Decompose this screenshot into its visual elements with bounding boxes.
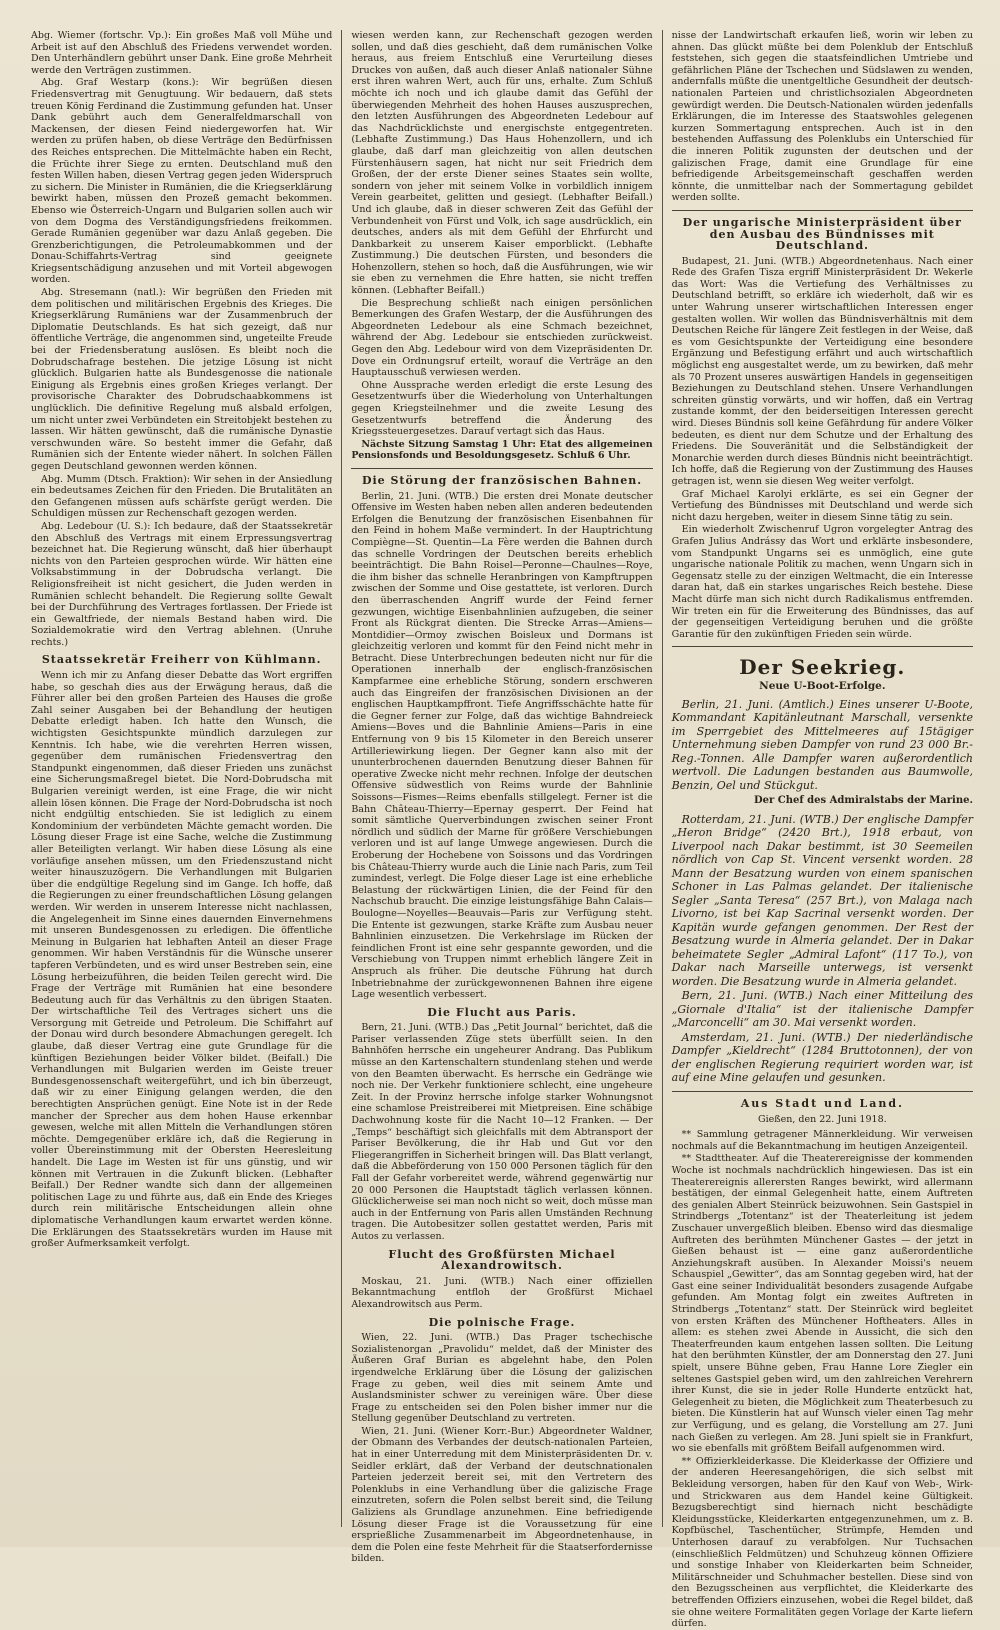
paragraph: wiesen werden kann, zur Rechenschaft gezogen werden sollen, und daß dies geschieht, daß dem rumänischen Volke heraus, aus freiem Entschluß eine Verurteilung dieses Druckes von außen, daß auch dieser Anlaß nationaler Sühne erst ihren wahren Wert, auch für uns, erhalte. Zum Schluß möchte ich noch und ich glaube damit das Gefühl der überwiegenden Mehrheit des hohen Hauses auszusprechen, den letzten Ausführungen des Abgeordneten Ledebour auf das Nachdrücklichste und energischste entgegentreten. (Lebhafte Zustimmung.) Das Haus Hohenzollern, und ich glaube, daß darf man gleichzeitig von allen deutschen Fürstenhäusern sagen, hat nicht nur seit Friedrich dem Großen, der der erste Diener seines Staates sein wollte, sondern von jeher mit seinem Volke in vorbildlich innigem Verein gearbeitet, gelitten und gesiegt. (Lebhafter Beifall.) Und ich glaube, daß in dieser schweren Zeit das Gefühl der Verbundenheit von Fürst und Volk, ich sage ausdrücklich, ein deutsches, anders als mit dem Gefühl der Ehrfurcht und Dankbarkeit zu unserem Kaiser emporblickt. (Lebhafte Zustimmung.) Die deutschen Fürsten, und besonders die Hohenzollern, stehen so hoch, daß die Ausführungen, wie wir sie eben zu vernehmen die Ehre hatten, sie nicht treffen können. (Lebhafter Beifall.) [351, 30, 653, 297]
paragraph: Abg. Mumm (Dtsch. Fraktion): Wir sehen in der Ansiedlung ein bedeutsames Zeichen für den Frieden. Die Brutalitäten an den Gefangenen müssen aufs schärfste gerügt werden. Die Schuldigen müssen zur Rechenschaft gezogen werden. [31, 473, 333, 520]
paragraph: Moskau, 21. Juni. (WTB.) Nach einer offiziellen Bekanntmachung entfloh der Großfürst Michael Alexandrowitsch aus Perm. [351, 1275, 653, 1310]
signature-line: Der Chef des Admiralstabs der Marine. [754, 795, 973, 807]
paragraph: Berlin, 21. Juni. (WTB.) Die ersten drei Monate deutscher Offensive im Westen haben neben allen anderen bedeutenden Erfolgen die Benutzung der französischen Eisenbahnen für den Feind in hohem Maße vermindert. In der Hauptrichtung Compiègne—St. Quentin—La Fère werden die Bahnen durch das schnelle Vordringen der Deutschen bereits erheblich beeinträchtigt. Die Bahn Roisel—Peronne—Chaulnes—Roye, die ihm bisher das schnelle Heranbringen von Kampftruppen zwischen der Somme und Oise gestattete, ist verloren. Durch den überraschenden Angriff wurde der Feind ferner gezwungen, wichtige Eisenbahnlinien aufzugeben, die seiner Front als Rückgrat dienten. Die Strecke Arras—Amiens—Montdidier—Ormoy zwischen Boisleux und Dormans ist gleichzeitig verloren und kommt für den Feind nicht mehr in Betracht. Diese Unterbrechungen bedeuten nicht nur für die Operationen innerhalb der englisch-französischen Kampfarmee eine erhebliche Störung, sondern erschweren auch das Eingreifen der französischen Divisionen an der englischen Hauptkampffront. Tiefe Angriffsschächte hatte für die Gegner ferner zur Folge, daß das wichtige Bahndreieck Amiens—Boves und die Bahnlinie Amiens—Paris in eine Entfernung von 9 bis 15 Kilometer in den Bereich unserer Artilleriewirkung liegen. Der Gegner kann also mit der ununterbrochenen dauernden Benutzung dieser Bahnen für operative Zwecke nicht mehr rechnen. Infolge der deutschen Offensive südwestlich von Reims wurde der Bahnlinie Soissons—Fismes—Reims ebenfalls stillgelegt. Ferner ist die Bahn Château-Thierry—Epernay gesperrt. Der Feind hat somit sämtliche Querverbindungen zwischen seiner Front nördlich und südlich der Marne für größere Verschiebungen verloren und ist auf lange Umwege angewiesen. Durch die Eroberung der Hochebene von Soissons und das Vordringen bis Château-Thierry wurde auch die Linie nach Paris, zum Teil zumindest, verlegt. Die Folge dieser Lage ist eine erhebliche Belastung der rückwärtigen Linien, die der Feind für den Nachschub braucht. Die einzige leistungsfähige Bahn Calais—Boulogne—Noyelles—Beauvais—Paris zur Verfügung steht. Die Entente ist gezwungen, starke Kräfte zum Ausbau neuer Bahnlinien einzusetzen. Die Verkehrslage im Rücken der feindlichen Front ist eine sehr gespannte geworden, und die Verschiebung von Truppen nimmt erheblich längere Zeit in Anspruch als früher. Die deutsche Führung hat durch Inbetriebnahme der zurückgewonnenen Bahnen ihre eigene Lage wesentlich verbessert. [351, 490, 653, 1001]
paragraph: Nächste Sitzung Samstag 1 Uhr: Etat des allgemeinen Pensionsfonds und Besoldungsgesetz. Schluß 6 Uhr. [351, 438, 653, 462]
divider [672, 210, 973, 211]
lead-article [672, 813, 973, 1085]
section-heading: Der ungarische Ministerpräsident über den Ausbau des Bündnisses mit Deutschland. [682, 215, 962, 253]
section-heading: Die polnische Frage. [428, 1315, 576, 1329]
paragraph: Bern, 21. Juni. (WTB.) Nach einer Mitteilung des „Giornale d'Italia“ ist der italienische Dampfer „Marconcelli“ am 30. Mai versenkt worden. [671, 989, 973, 1030]
paragraph: Abg. Stresemann (natl.): Wir begrüßen den Frieden mit dem politischen und militärischen Ergebnis des Krieges. Die Kriegserklärung Rumäniens war der Zusammenbruch der Diplomatie Deutschlands. Es hat sich gezeigt, daß nur öffentliche Verträge, die angenommen sind, ungeteilte Freude bei der Friedensberatung auslösen. Es bleibt noch die Dobrudschafrage bestehen. Die jetzige Lösung ist nicht glücklich. Bulgarien hatte als Bundesgenosse die nationale Einigung als Ergebnis eines großen Krieges verlangt. Der provisorische Charakter des Dobrudschaabkommens ist unglücklich. Die definitive Regelung muß alsbald erfolgen, um nicht unter zwei Verbündeten ein Streitobjekt bestehen zu lassen. Wir hätten gewünscht, daß die rumänische Dynastie verschwunden wäre. So besteht immer die Gefahr, daß Rumänien sich der Entente wieder nähert. In solchen Fällen gegen Deutschland gewonnen werden können. [31, 287, 333, 472]
paragraph: Berlin, 21. Juni. (Amtlich.) Eines unserer U-Boote, Kommandant Kapitänleutnant Marschall, versenkte im Sperrgebiet des Mittelmeeres auf 15tägiger Unternehmung sieben Dampfer von rund 23 000 Br.-Reg.-Tonnen. Alle Dampfer waren außerordentlich wertvoll. Die Ladungen bestanden aus Baumwolle, Benzin, Oel und Stückgut. [671, 697, 973, 792]
paragraph: ** Sammlung getragener Männerkleidung. Wir verweisen nochmals auf die Bekanntmachung im heutigen Anzeigenteil. [671, 1129, 973, 1152]
paragraph: Abg. Wiemer (fortschr. Vp.): Ein großes Maß voll Mühe und Arbeit ist auf den Abschluß des Friedens verwendet worden. Den Unterhändlern gebührt unser Dank. Eine große Mehrheit werde den Verträgen zustimmen. [31, 30, 333, 76]
divider [672, 1091, 973, 1092]
paragraph: Ein wiederholt Zwischenruf Ugron vorgelegter Antrag des Grafen Julius Andrássy das Wort und erklärte insbesondere, vom Standpunkt Ungarns sei es unmöglich, eine gute ungarische nationale Politik zu machen, wenn Ungarn sich in Gegensatz stelle zu der einzigen Weltmacht, die ein Interesse daran hat, daß ein starkes ungarisches Reich bestehe. Diese Macht dürfe man sich nicht durch Radikalismus entfremden. Wir treten ein für die Erweiterung des Bündnisses, das auf der gegenseitigen Verteidigung beruhen und die größte Garantie für den zukünftigen Frieden sein würde. [671, 524, 973, 640]
section-heading: Aus Stadt und Land. [740, 1096, 904, 1110]
subheadline: Neue U-Boot-Erfolge. [759, 680, 886, 693]
paragraph: Die Besprechung schließt nach einigen persönlichen Bemerkungen des Grafen Westarp, der die Ausführungen des Abgeordneten Ledebour als eine Schmach bezeichnet, während der Abg. Ledebour sie entschieden zurückweist. Gegen den Abg. Ledebour wird von dem Vizepräsidenten Dr. Dove ein Ordnungsruf erteilt, worauf die Verträge an den Hauptausschuß verwiesen werden. [351, 297, 653, 379]
paragraph: Abg. Graf Westarp (kons.): Wir begrüßen diesen Friedensvertrag mit Genugtuung. Wir bedauern, daß stets treuen König Ferdinand die Zustimmung gefunden hat. Unser Dank gebührt auch dem Generalfeldmarschall von Mackensen, der diesen Feind niedergeworfen hat. Wir werden zu prüfen haben, ob diese Verträge den Bedürfnissen des Reiches entsprechen. Die Mittelmächte haben ein Recht, die Früchte ihrer Siege zu ernten. Deutschland muß den festen Willen haben, diesen Vertrag gegen jeden Widerspruch zu sichern. Die Minister in Rumänien, die die Kriegserklärung bewirkt haben, müssen den Prozeß gemacht bekommen. Ebenso wie Österreich-Ungarn und Bulgarien sollen auch wir von dem Dogma des Verständigungsfriedens freikommen. Gerade Rumänien gegenüber war dazu Anlaß gegeben. Die Grenzberichtigungen, die Petroleumabkommen und der Donau-Schiffahrts-Vertrag sind geeignete Kriegsentschädigung anzusehen und mit Vorteil abgewogen worden. [31, 77, 333, 286]
paragraph: Ohne Aussprache werden erledigt die erste Lesung des Gesetzentwurfs über die Wiederholung von Unterhaltungen gegen Kriegsteilnehmer und die zweite Lesung des Gesetzentwurfs betreffend die Änderung des Kriegssteuergesetzes. Darauf vertagt sich das Haus. [351, 379, 653, 438]
column-1 [22, 30, 342, 1527]
paragraph: ** Offizierkleiderkasse. Die Kleiderkasse der Offiziere und der anderen Heeresangehörigen, die sich selbst mit Bekleidung versorgen, haben für den Kauf von Web-, Wirk- und Strickwaren aus dem Handel keine Gültigkeit. Bezugsberechtigt sind hiernach nicht beschädigte Kleidungsstücke, Kleiderkarten entgegenzunehmen, um z. B. Kopfbüschel, Taschentücher, Strümpfe, Hemden und Unterhosen darauf zu verabfolgen. Nur Tuchsachen (einschließlich Feldmützen) und Schuhzeug können Offiziere und sonstige Inhaber von Kleiderkarten beim Schneider, Militärschneider und Schuhmacher bestellen. Diese sind von den Bezugsscheinen aus verpflichtet, die Kleiderkarte des betreffenden Offiziers einzusehen, wobei die Regel bildet, daß sie ohne weitere Formalitäten gegen Vorlage der Karte liefern dürfen. [671, 1455, 973, 1630]
section-heading: Flucht des Großfürsten Michael Alexandrowitsch. [388, 1247, 616, 1273]
paragraph: Graf Michael Karolyi erklärte, es sei ein Gegner der Vertiefung des Bündnisses mit Deutschland und werde sich nicht dazu hergeben, weiter in diesem Sinne tätig zu sein. [671, 488, 973, 523]
column-2 [342, 30, 662, 1565]
column-3 [663, 30, 982, 1630]
columns [22, 30, 982, 1630]
section-heading: Die Flucht aus Paris. [427, 1005, 577, 1019]
paper-stain [932, 52, 970, 90]
paragraph: Budapest, 21. Juni. (WTB.) Abgeordnetenhaus. Nach einer Rede des Grafen Tisza ergriff Ministerpräsident Dr. Wekerle das Wort: Was die Vertiefung des Verhältnisses zu Deutschland betrifft, so erkläre ich wiederholt, daß wir es unter Wahrung unserer wirtschaftlichen Interessen enger gestalten wollen. Wir wollen das Bündnisverhältnis mit dem Deutschen Reiche für längere Zeit festlegen in der Weise, daß es vom Gesichtspunkte der Verteidigung eine besondere Ergänzung und Befestigung erfährt und auch wirtschaftlich möglichst eng ausgestaltet werde, um zu bewirken, daß mehr als 70 Prozent unseres auswärtigen Handels in gegenseitigen Beziehungen zu Deutschland stehen. Unsere Verhandlungen schreiten günstig vorwärts, und wir hoffen, daß ein Vertrag zustande kommt, der den beiderseitigen Interessen gerecht wird. Dieses Bündnis soll keine Gefährdung für andere Völker bedeuten, es dient nur dem Schutze und der Erhaltung des Friedens. Die Souveränität und die Selbständigkeit der Monarchie werden durch dieses Bündnis nicht beeinträchtigt. Ich hoffe, daß die Regierung von der Zustimmung des Hauses getragen ist, wenn sie diesen Weg weiter verfolgt. [671, 255, 973, 487]
dateline: Gießen, den 22. Juni 1918. [757, 1113, 887, 1125]
paragraph: Wien, 21. Juni. (Wiener Korr.-Bur.) Abgeordneter Waldner, der Obmann des Verbandes der deutsch-nationalen Parteien, hat in einer Unterredung mit dem Ministerpräsidenten Dr. v. Seidler erklärt, daß der Verband der deutschnationalen Parteien jederzeit bereit sei, mit den Vertretern des Polenklubs in eine Verhandlung über die galizische Frage einzutreten, sofern die Polen selbst bereit sind, die Teilung Galiziens als Grundlage anzunehmen. Eine befriedigende Lösung dieser Frage ist die Voraussetzung für eine ersprießliche Zusammenarbeit im Abgeordnetenhause, in dem die Polen eine feste Mehrheit für die Staatserfordernisse bilden. [351, 1425, 653, 1565]
paragraph: Wenn ich mir zu Anfang dieser Debatte das Wort ergriffen habe, so geschah dies aus der Erwägung heraus, daß die Führer aller bei den großen Parteien des Hauses die große Zahl seiner Ausgaben bei der Behandlung der heutigen Debatte erledigt haben. Ich hatte den Wunsch, die wichtigsten Gesichtspunkte mündlich darzulegen zur Kenntnis. Ich habe, wie die verehrten Herren wissen, gegenüber dem rumänischen Friedensvertrag den Standpunkt eingenommen, daß dieser Frieden uns zunächst eine Sicherungsmaßregel bietet. Die Nord-Dobrudscha mit Bulgarien vereinigt werden, ist eine Frage, die wir nicht allein lösen können. Die Frage der Nord-Dobrudscha ist noch nicht endgültig entschieden. Sie ist lediglich zu einem Kondominium der verbündeten Mächte gemacht worden. Die Lösung dieser Frage ist eine Sache, welche die Zustimmung aller Beteiligten verlangt. Wir haben diese Lösung als eine vorläufige ansehen müssen, um den Friedenszustand nicht weiter hinauszuzögern. Die Verhandlungen mit Bulgarien über die endgültige Regelung sind im Gange. Ich hoffe, daß die Regierungen zu einer freundschaftlichen Lösung gelangen werden. Wir werden in unserem Interesse nicht nachlassen, die Angelegenheit im Sinne eines dauernden Einvernehmens mit unseren Bundesgenossen zu erledigen. Die öffentliche Meinung in Bulgarien hat lebhaften Anteil an dieser Frage genommen. Wir haben Verständnis für die Wünsche unserer tapferen Verbündeten, und es wird unser Bestreben sein, eine Lösung herbeizuführen, die beiden Teilen gerecht wird. Die Frage der Verträge mit Rumänien hat eine besondere Bedeutung auch für das Verhältnis zu den übrigen Staaten. Der wirtschaftliche Teil des Vertrages sichert uns die Versorgung mit Getreide und Petroleum. Die Schiffahrt auf der Donau wird durch besondere Abmachungen geregelt. Ich glaube, daß dieser Vertrag eine gute Grundlage für die künftigen Beziehungen beider Völker bildet. (Beifall.) Die Verhandlungen mit Bulgarien werden im Geiste treuer Bundesgenossenschaft weitergeführt, und ich bin überzeugt, daß wir zu einer Einigung gelangen werden, die den berechtigten Ansprüchen genügt. Eine Note ist in der Rede mancher der Sprecher aus dem hohen Hause erkennbar gewesen, welche mit allen Mitteln die Verhandlungen stören möchte. Demgegenüber erkläre ich, daß die Regierung in voller Übereinstimmung mit der Obersten Heeresleitung handelt. Die Lage im Westen ist für uns günstig, und wir können mit Vertrauen in die Zukunft blicken. (Lebhafter Beifall.) Der Redner wandte sich dann der allgemeinen politischen Lage zu und führte aus, daß ein Ende des Krieges durch rein militärische Entscheidungen allein ohne diplomatische Verhandlungen kaum erwartet werden könne. Die Erklärungen des Staatssekretärs wurden im Hause mit großer Aufmerksamkeit verfolgt. [31, 670, 333, 1250]
paragraph: Amsterdam, 21. Juni. (WTB.) Der niederländische Dampfer „Kieldrecht“ (1284 Bruttotonnen), der von der englischen Regierung requiriert worden war, ist auf eine Mine gelaufen und gesunken. [671, 1030, 973, 1085]
section-heading: Die Störung der französischen Bahnen. [361, 473, 643, 487]
lead-article [672, 698, 973, 793]
paragraph: Wien, 22. Juni. (WTB.) Das Prager tschechische Sozialistenorgan „Pravolidu“ meldet, daß der Minister des Äußeren Graf Burian es abgelehnt habe, den Polen irgendwelche Erklärung über die Lösung der galizischen Frage zu geben, weil dies mit seinem Amte und Auslandsminister schwer zu vereinigen wäre. Über diese Frage zu entscheiden sei den Polen bisher immer nur die Stellung gegenüber Deutschland zu vertreten. [351, 1332, 653, 1425]
paragraph: ** Stadttheater. Auf die Theaterereignisse der kommenden Woche ist nochmals nachdrücklich hingewiesen. Das ist ein Theaterereignis allerersten Ranges bewirkt, wird allermann bestätigen, der einmal Gelegenheit hatte, einem Auftreten des genialen Albert Steinrück beizuwohnen. Sein Gastspiel in Strindbergs „Totentanz“ ist der Theaterleitung ist jedem Zuschauer unvergeßlich bleiben. Ebenso wird das diesmalige Auftreten des berühmten Münchener Gastes — der jetzt in Gießen behaust ist — eine ganz außerordentliche Anziehungskraft ausüben. In Alexander Moissi's neuem Schauspiel „Gewitter“, das am Sonntag gegeben wird, hat der Gast eine seiner Individualität besonders zusagende Aufgabe gefunden. Am Montag folgt ein zweites Auftreten in Strindbergs „Totentanz“ statt. Der Steinrück wird begleitet von ersten Kräften des Münchener Hoftheaters. Alles in allem: es stehen zwei Abende in Aussicht, die sich den Theaterfreunden kaum entgehen lassen sollten. Die Leitung hat den berühmten Künstler, der am Donnerstag den 27. Juni spielt, unsere Bühne geben, Frau Hanne Lore Ziegler ein seltenes Gastspiel geben wird, um den zahlreichen Verehrern ihrer Kunst, die sie in jeder Rolle Hunderte entzückt hat, Gelegenheit zu bieten, die Möglichkeit zum Theaterbesuch zu bieten. Die Künstlerin hat auf Wunsch vieler einen Tag mehr zur Verfügung, und es gelang, die Vorstellung am 27. Juni nach Gießen zu verlegen. Am 28. Juni spielt sie in Frankfurt, wo sie ebenfalls mit größtem Beifall aufgenommen wird. [671, 1153, 973, 1455]
divider [672, 646, 973, 647]
paragraph: Rotterdam, 21. Juni. (WTB.) Der englische Dampfer „Heron Bridge“ (2420 Brt.), 1918 erbaut, von Liverpool nach Dakar bestimmt, ist 30 Seemeilen nördlich von Cap St. Vincent versenkt worden. 28 Mann der Besatzung wurden von einem spanischen Schoner in Las Palmas gelandet. Der italienische Segler „Santa Teresa“ (257 Brt.), von Malaga nach Livorno, ist bei Kap Sacrinal versenkt worden. Der Kapitän wurde gefangen genommen. Der Rest der Besatzung wurde in Almeria gelandet. Der in Dakar beheimatete Segler „Admiral Lafont“ (117 To.), von Dakar nach Marseille unterwegs, ist versenkt worden. Die Besatzung wurde in Almeria gelandet. [671, 812, 973, 988]
headline: Der Seekrieg. [739, 655, 906, 680]
paragraph: Abg. Ledebour (U. S.): Ich bedaure, daß der Staatssekretär den Abschluß des Vertrags mit einem Erpressungsvertrag bezeichnet hat. Die Regierung wünscht, daß hier überhaupt nichts von den Parteien gesprochen würde. Wir hätten eine Volksabstimmung in der Dobrudscha verlangt. Die Religionsfreiheit ist nicht gesichert, die Juden werden in Rumänien schlecht behandelt. Die Regierung sollte Gewalt bei der Durchführung des Vertrages fortlassen. Der Friede ist ein Gewaltfriede, der niemals Bestand haben wird. Die Sozialdemokratie wird den Vertrag ablehnen. (Unruhe rechts.) [31, 520, 333, 648]
paragraph: Bern, 21. Juni. (WTB.) Das „Petit Journal“ berichtet, daß die Pariser verlassenden Züge stets überfüllt seien. In den Bahnhöfen herrsche ein ungeheurer Andrang. Das Publikum müsse an den Kartenschaltern stundenlang stehen und werde von den Beamten überwacht. Es herrsche ein Gedränge wie noch nie. Der Verkehr funktioniere schlecht, eine ungeheure Zeit. In der Provinz herrsche infolge starker Wohnungsnot eine schamlose Preistreiberei mit Mietpreisen. Eine schäbige Dachwohnung koste für die Nacht 10—12 Franken. — Der „Temps“ beschäftigt sich gleichfalls mit dem Abtransport der Pariser Bevölkerung, die ihr Hab und Gut vor den Fliegerangriffen in Sicherheit bringen will. Das Blatt verlangt, daß die Abbeförderung von 150 000 Personen täglich für den Fall der Gefahr vorbereitet werde, während gegenwärtig nur 20 000 Personen die Hauptstadt täglich verlassen können. Glücklicherweise sei man noch nicht so weit, doch müsse man auch in der Entfernung von Paris allen Umständen Rechnung tragen. Die Autobesitzer sollen gestattet werden, Paris mit Autos zu verlassen. [351, 1022, 653, 1242]
section-heading: Staatssekretär Freiherr von Kühlmann. [41, 653, 322, 667]
divider [351, 468, 652, 469]
paragraph: nisse der Landwirtschaft erkaufen ließ, worin wir leben zu ahnen. Das glückt müßte bei dem Polenklub der Entschluß feststehen, sich gegen die staatsfeindlichen Umtriebe und gefährlichen Pläne der Tschechen und Südslawen zu wenden, andernfalls müßte die unentgeltliche Gesundheit der deutsch-nationalen Parteien und christlichsozialen Abgeordneten gewürdigt werden. Die Deutsch-Nationalen würden jedenfalls Erklärungen, die im Interesse des Staatswohles gelegenen kurzen Sommertagung entsprechen. Auch ist in den bestehenden Auffassung des Polenklubs ein Unterschied für die inneren Politik zugunsten der deutschen und der galizischen Frage, damit eine Grundlage für eine befriedigende Arbeitsgemeinschaft geschaffen werden könnte, die unmittelbar nach der Sommertagung gebildet werden sollte. [671, 30, 973, 204]
